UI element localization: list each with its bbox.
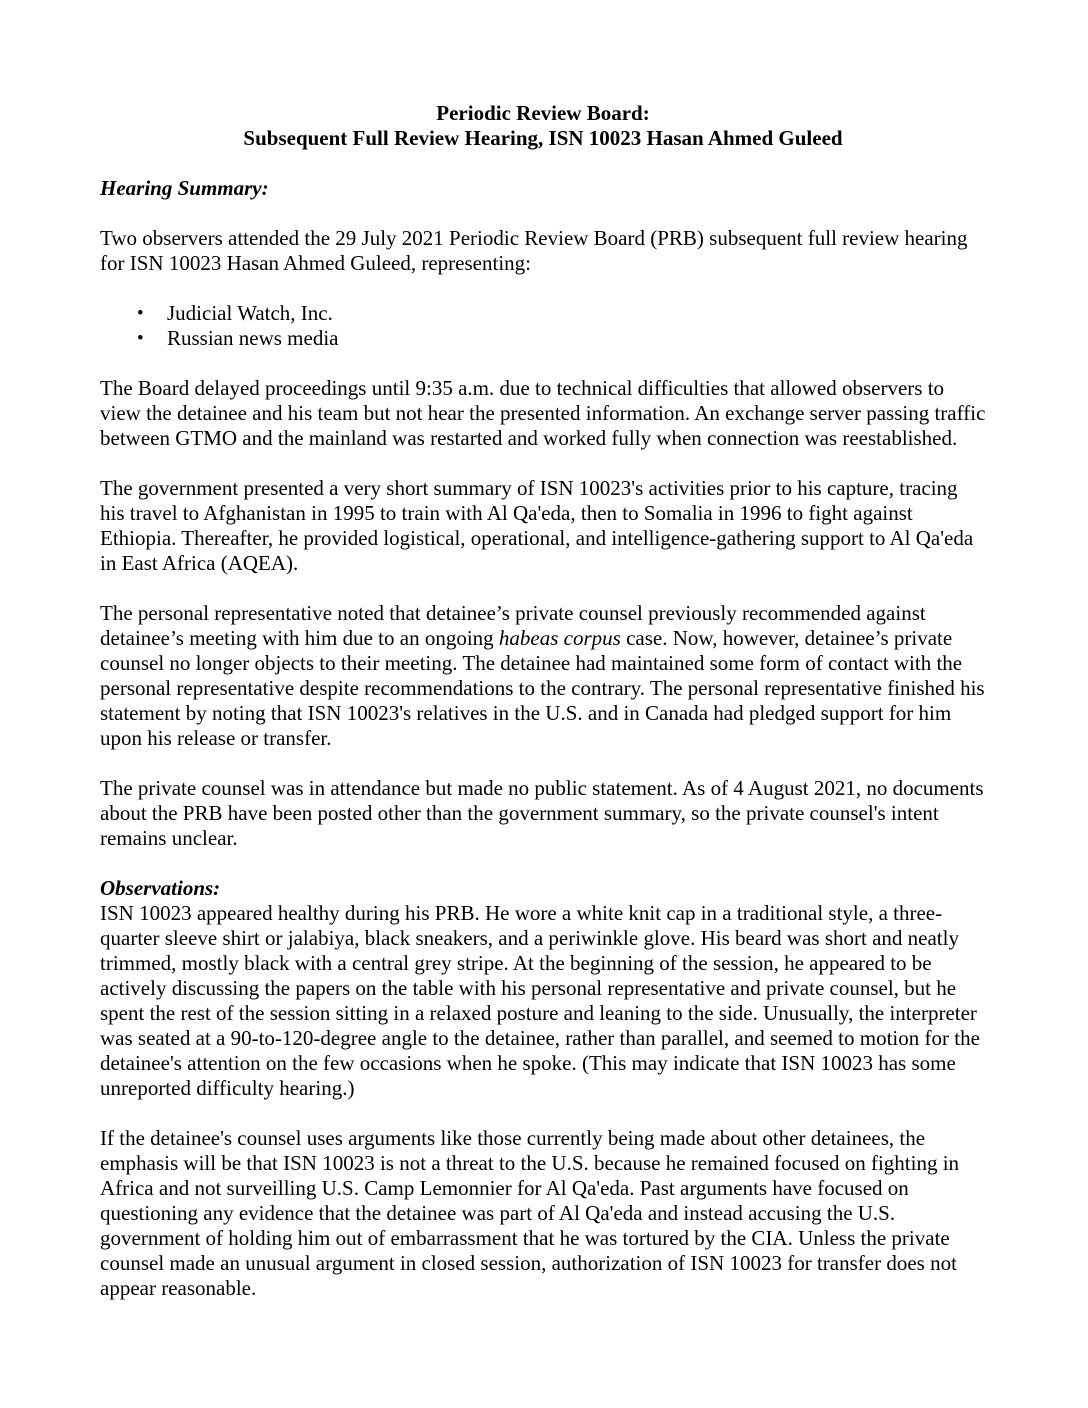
intro-paragraph: Two observers attended the 29 July 2021 Periodic Review Board (PRB) subsequent full review hearing for ISN 10023 Hasan Ahmed Guleed, representing: xyxy=(100,226,968,275)
personal-representative-paragraph xyxy=(100,601,986,751)
document-title-line2: Subsequent Full Review Hearing, ISN 10023 Hasan Ahmed Guleed xyxy=(243,126,843,150)
argument-paragraph: If the detainee's counsel uses arguments like those currently being made about other detainees, the emphasis will be that ISN 10023 is not a threat to the U.S. because he remained focused on fighting in Africa and not surveilling U.S. Camp Lemonnier for Al Qa'eda. Past arguments have focused on questioning any evidence that the detainee was part of Al Qa'eda and instead accusing the U.S. government of holding him out of embarrassment that he was tortured by the CIA. Unless the private counsel made an unusual argument in closed session, authorization of ISN 10023 for transfer does not appear reasonable. xyxy=(100,1126,960,1300)
observations-heading: Observations: xyxy=(100,876,221,900)
list-item-observer: • Judicial Watch, Inc. xyxy=(137,301,986,326)
document-title-line1: Periodic Review Board: xyxy=(436,101,650,125)
rep-paragraph-text-after: case. Now, however, detainee’s private counsel no longer objects to their meeting. The detainee had maintained some form of contact with the personal representative despite recommendations to the contrary. The personal representative finished his statement by noting that ISN 10023's relatives in the U.S. and in Canada had pledged support for him upon his release or transfer. xyxy=(100,626,985,750)
hearing-summary-heading: Hearing Summary: xyxy=(100,176,269,200)
delay-paragraph: The Board delayed proceedings until 9:35 a.m. due to technical difficulties that allowed observers to view the detainee and his team but not hear the presented information. An exchange server passing traffic between GTMO and the mainland was restarted and worked fully when connection was reestablished. xyxy=(100,376,986,450)
habeas-corpus-italic-phrase: habeas corpus xyxy=(498,626,621,650)
government-paragraph: The government presented a very short summary of ISN 10023's activities prior to his capture, tracing his travel to Afghanistan in 1995 to train with Al Qa'eda, then to Somalia in 1996 to fight against Ethiopia. Thereafter, he provided logistical, operational, and intelligence-gathering support to Al Qa'eda in East Africa (AQEA). xyxy=(100,476,974,575)
document-title xyxy=(100,101,986,151)
observer-list xyxy=(137,301,986,351)
list-item-observer: • Russian news media xyxy=(137,326,986,351)
private-counsel-paragraph: The private counsel was in attendance but made no public statement. As of 4 August 2021, no documents about the PRB have been posted other than the government summary, so the private counsel's intent remains unclear. xyxy=(100,776,984,850)
observations-paragraph: ISN 10023 appeared healthy during his PRB. He wore a white knit cap in a traditional style, a three-quarter sleeve shirt or jalabiya, black sneakers, and a periwinkle glove. His beard was short and neatly trimmed, mostly black with a central grey stripe. At the beginning of the session, he appeared to be actively discussing the papers on the table with his personal representative and private counsel, but he spent the rest of the session sitting in a relaxed posture and leaning to the side. Unusually, the interpreter was seated at a 90-to-120-degree angle to the detainee, rather than parallel, and seemed to motion for the detainee's attention on the few occasions when he spoke. (This may indicate that ISN 10023 has some unreported difficulty hearing.) xyxy=(100,901,980,1100)
rep-paragraph-text-before: The personal representative noted that detainee’s private counsel previously recommended against detainee’s meeting with him due to an ongoing xyxy=(100,601,926,650)
